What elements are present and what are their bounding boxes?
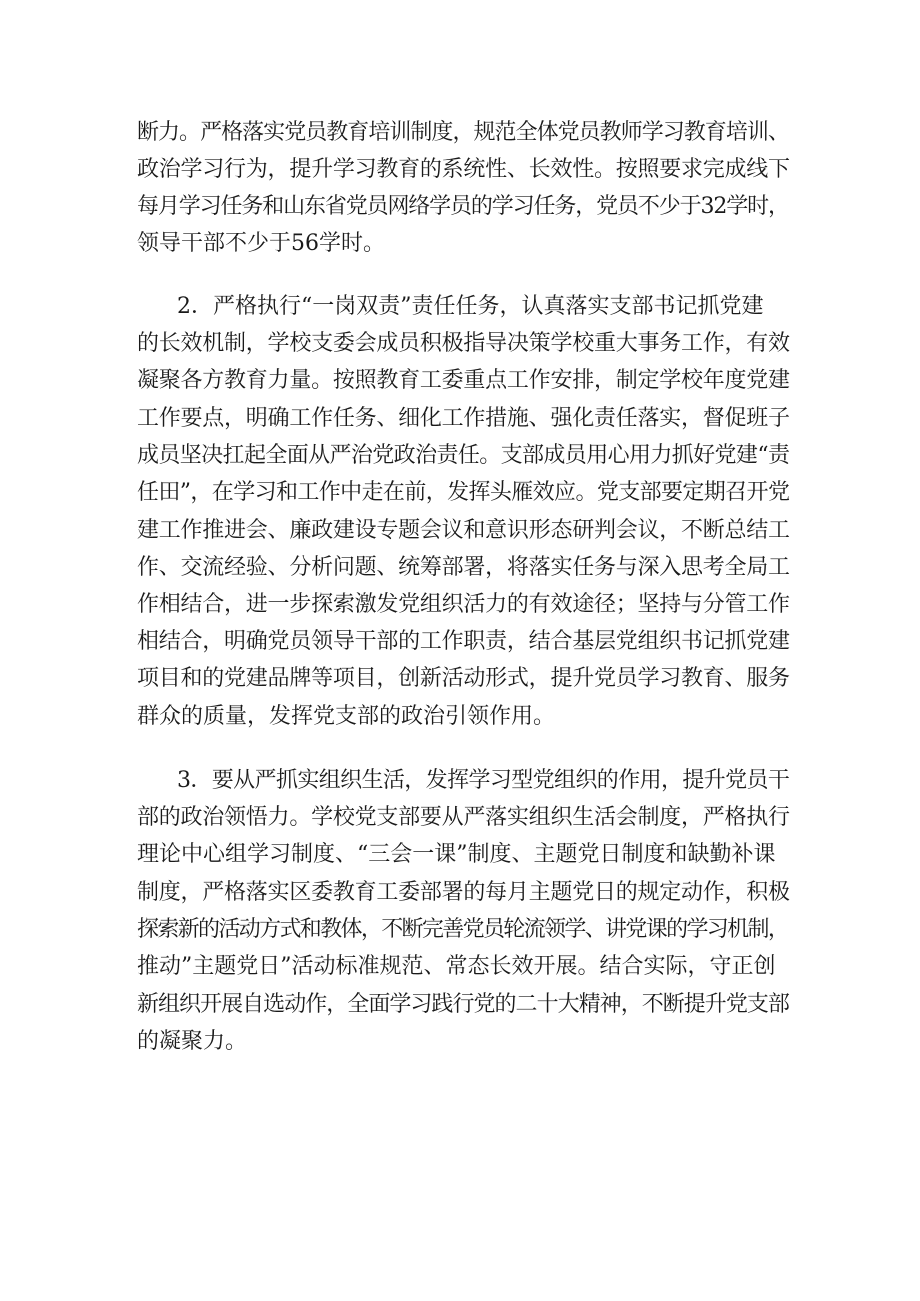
paragraph-2-line-8: 作、交流经验、分析问题、统筹部署，将落实任务与深入思考全局工 <box>137 555 790 580</box>
paragraph-1-line-1: 断力。严格落实党员教育培训制度，规范全体党员教师学习教育培训、 <box>137 120 789 145</box>
paragraph-3-line-1: 3．要从严抓实组织生活，发挥学习型党组织的作用，提升党员干 <box>177 768 790 793</box>
paragraph-3-line-8: 的凝聚力。 <box>137 1029 248 1054</box>
paragraph-2-line-7: 建工作推进会、廉政建设专题会议和意识形态研判会议，不断总结工 <box>137 518 790 543</box>
paragraph-2-line-4: 工作要点，明确工作任务、细化工作措施、强化责任落实，督促班子 <box>137 406 790 431</box>
paragraph-3-line-5: 探索新的活动方式和教体，不断完善党员轮流领学、讲党课的学习机制， <box>137 917 789 942</box>
paragraph-3-line-6: 推动”主题党日”活动标准规范、常态长效开展。结合实际，守正创 <box>137 954 776 979</box>
paragraph-1-line-3: 每月学习任务和山东省党员网络学员的学习任务，党员不少于32学时， <box>137 194 789 219</box>
paragraph-1-line-2: 政治学习行为，提升学习教育的系统性、长效性。按照要求完成线下 <box>137 157 790 182</box>
paragraph-2-line-10: 相结合，明确党员领导干部的工作职责，结合基层党组织书记抓党建 <box>137 629 790 654</box>
paragraph-3-line-4: 制度，严格落实区委教育工委部署的每月主题党日的规定动作，积极 <box>137 880 790 905</box>
paragraph-3-line-3: 理论中心组学习制度、“三会一课”制度、主题党日制度和缺勤补课 <box>137 842 776 867</box>
paragraph-3-line-2: 部的政治领悟力。学校党支部要从严落实组织生活会制度，严格执行 <box>137 805 790 830</box>
paragraph-3-line-7: 新组织开展自选动作，全面学习践行党的二十大精神，不断提升党支部 <box>137 992 789 1017</box>
paragraph-2-line-5: 成员坚决扛起全面从严治党政治责任。支部成员用心用力抓好党建“责 <box>137 443 790 468</box>
paragraph-1-line-4: 领导干部不少于56学时。 <box>137 231 385 256</box>
paragraph-2-line-3: 凝聚各方教育力量。按照教育工委重点工作安排，制定学校年度党建 <box>137 368 790 393</box>
paragraph-2-line-2: 的长效机制，学校支委会成员积极指导决策学校重大事务工作，有效 <box>137 331 790 356</box>
paragraph-2-line-12: 群众的质量，发挥党支部的政治引领作用。 <box>137 704 556 729</box>
paragraph-2-line-1: 2．严格执行“一岗双责”责任任务，认真落实支部书记抓党建 <box>177 294 764 319</box>
paragraph-2-line-9: 作相结合，进一步探索激发党组织活力的有效途径；坚持与分管工作 <box>137 592 790 617</box>
paragraph-2-line-6: 任田”，在学习和工作中走在前，发挥头雁效应。党支部要定期召开党 <box>137 480 790 505</box>
paragraph-2-line-11: 项目和的党建品牌等项目，创新活动形式，提升党员学习教育、服务 <box>137 666 790 691</box>
